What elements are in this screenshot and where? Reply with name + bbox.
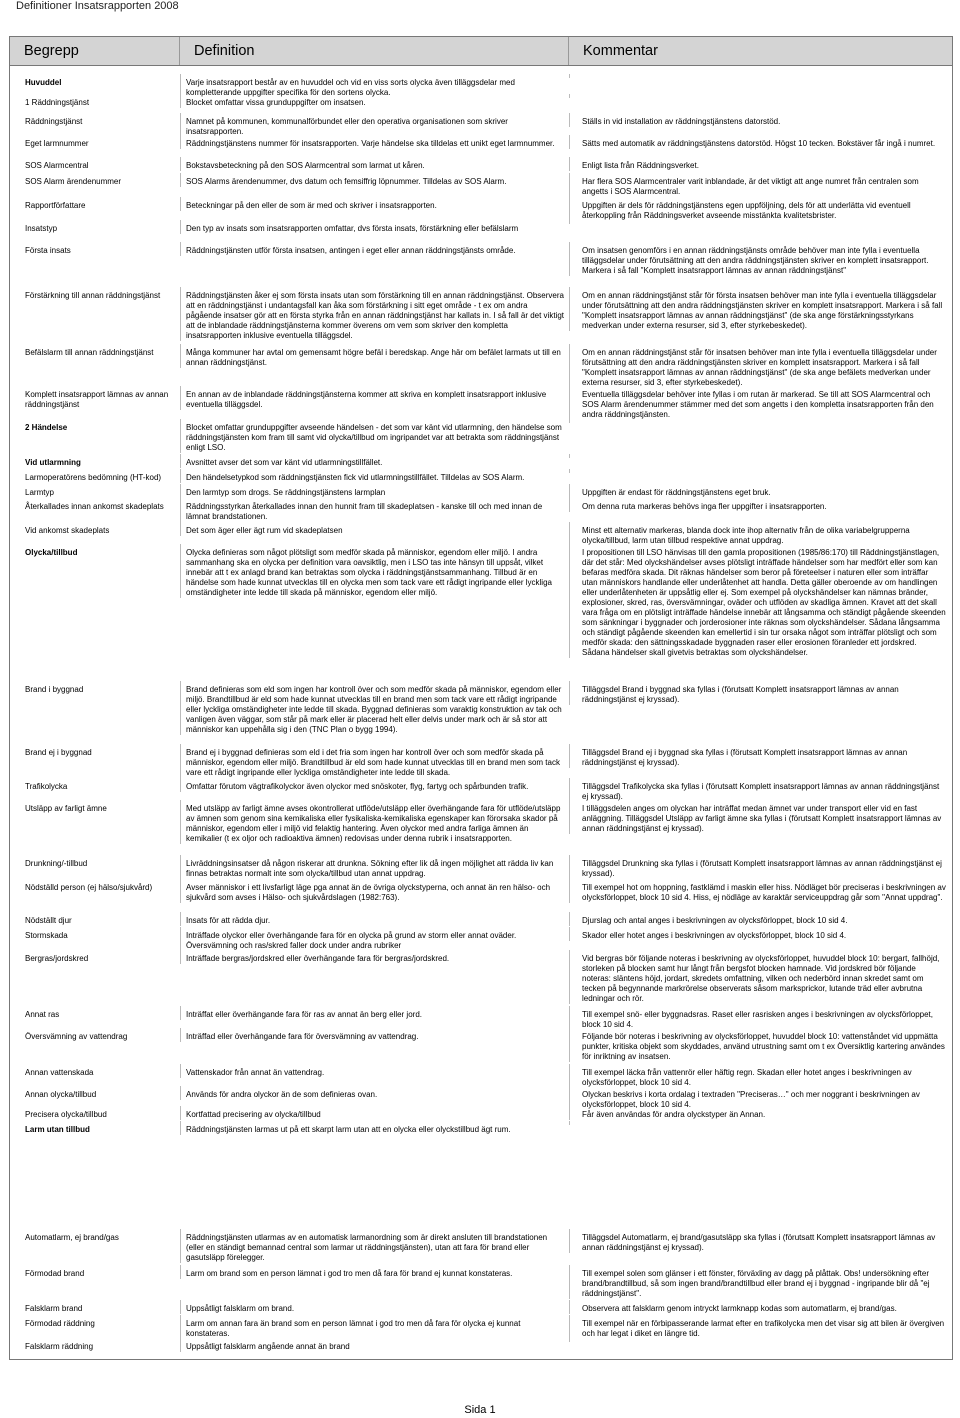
header-definition: Definition	[180, 37, 569, 65]
term-cell: Huvuddel	[25, 78, 62, 87]
table-row	[10, 344, 952, 386]
term-cell: Precisera olycka/tillbud	[25, 1110, 107, 1119]
document-title: Definitioner Insatsrapporten 2008	[16, 0, 179, 12]
comment-cell: Enligt lista från Räddningsverket.	[569, 157, 952, 171]
table-row	[10, 135, 952, 157]
definition-cell: Insats för att rädda djur.	[180, 912, 569, 926]
header-term: Begrepp	[10, 37, 180, 65]
definition-cell: Inträffad eller överhängande fara för översvämning av vattendrag.	[180, 1028, 569, 1042]
definition-cell: Med utsläpp av farligt ämne avses okontrollerat utflöde/utsläpp eller överhängande fara för utflöde/utsläpp av ämnen som genom sina kemikaliska eller fysikaliska-kemikaliska egenskaper kan förorsaka skador på människor, egendom eller i miljö vid felaktig hantering. Även olyckor med andra farliga ämnen än kemikalier (t ex oljor och radioaktiva ämnen) redovisas under denna rubrik i insatsrapporten.	[180, 800, 569, 844]
comment-cell: Till exempel läcka från vattenrör eller häftig regn. Skadan eller hotet anges i beskrivningen av olycksförloppet, block 10 sid 4.	[569, 1064, 952, 1088]
definition-cell: Kortfattad precisering av olycka/tillbud	[180, 1106, 569, 1120]
table-row	[10, 197, 952, 220]
table-row	[10, 912, 952, 927]
comment-cell	[569, 94, 952, 98]
table-row	[10, 1064, 952, 1086]
table-row	[10, 1028, 952, 1064]
table-row	[10, 1265, 952, 1300]
comment-cell	[569, 469, 952, 473]
comment-cell: Tilläggsdel Trafikolycka ska fyllas i (förutsatt Komplett insatsrapport lämnas av annan räddningstjänst ej kryssad).	[569, 778, 952, 802]
term-cell: Falsklarm räddning	[25, 1342, 94, 1351]
definition-cell: Räddningstjänsten åker ej som första insats utan som förstärkning till en annan räddningstjänst. Observera att en räddningstjänst i undantagsfall kan åka som förstärkning i sitt eget område - t ex om andra pågående insatser gör att en första styrka från en annan räddningstjänst har kallats in. I så fall är det viktigt att de inblandade räddningstjänsterna kommer överens om vem som skriver den kompletta insatsrapporten inklusive eventuella tilläggsdel.	[180, 287, 569, 341]
definition-cell: Beteckningar på den eller de som är med och skriver i insatsrapporten.	[180, 197, 569, 211]
table-row	[10, 879, 952, 912]
term-cell: Förmodad brand	[25, 1269, 85, 1278]
comment-cell: Till exempel hot om hoppning, fastklämd i maskin eller hiss. Nödläget bör preciseras i beskrivningen av olycksförloppet, block 10 sid 4. Hiss, ej nödläge av karaktär serviceuppdrag går som "Annat uppdrag".	[569, 879, 952, 903]
definition-cell: Larm om annan fara än brand som en person lämnat i god tro men då fara för olycka ej kunnat konstateras.	[180, 1315, 569, 1339]
comment-cell: Sätts med automatik av räddningstjänstens datorstöd. Högst 10 tecken. Bokstäver får ingå i numret.	[569, 135, 952, 149]
comment-cell: I tilläggsdelen anges om olyckan har inträffat medan ämnet var under transport eller vid en fast anläggning. Tilläggsdel Utsläpp av farligt ämne ska fyllas i (förutsatt Komplett insatsrapport lämnas av annan räddningstjänst ej kryssad).	[569, 800, 952, 834]
definition-cell: Många kommuner har avtal om gemensamt högre befäl i beredskap. Ange här om befälet larmats ut till en annan räddningstjänst.	[180, 344, 569, 368]
term-cell: Falsklarm brand	[25, 1304, 83, 1313]
definition-cell: Används för andra olyckor än de som definieras ovan.	[180, 1086, 569, 1100]
table-row	[10, 113, 952, 135]
comment-cell: Om denna ruta markeras behövs inga fler uppgifter i insatsrapporten.	[569, 498, 952, 512]
term-cell: Bergras/jordskred	[25, 954, 89, 963]
term-cell: Befälslarm till annan räddningstjänst	[25, 348, 154, 357]
comment-cell: Om insatsen genomförs i en annan räddningstjänsts område behöver man inte fylla i eventuella tilläggsdelar under förutsättning att den andra räddningstjänsten skriver en komplett insatsrapport. Markera i så fall "Komplett insatsrapport lämnas av annan räddningstjänst"	[569, 242, 952, 276]
term-cell: Förmodad räddning	[25, 1319, 95, 1328]
table-row	[10, 800, 952, 855]
definition-cell: Den larmtyp som drogs. Se räddningstjänstens larmplan	[180, 484, 569, 498]
term-cell: Komplett insatsrapport lämnas av annan räddningstjänst	[25, 390, 169, 409]
comment-cell: Tilläggsdel Drunkning ska fyllas i (förutsatt Komplett insatsrapport lämnas av annan räddningstjänst ej kryssad).	[569, 855, 952, 879]
term-cell: Översvämning av vattendrag	[25, 1032, 128, 1041]
term-cell: Nödställt djur	[25, 916, 72, 925]
term-cell: Insatstyp	[25, 224, 58, 233]
comment-cell: Eventuella tilläggsdelar behöver inte fyllas i om rutan är markerad. Se till att SOS Alarmcentral och SOS Alarm ärendenummer stämmer med det som angetts i den kompletta insatsrapporten från den andra räddningstjänsten.	[569, 386, 952, 420]
term-cell: Automatlarm, ej brand/gas	[25, 1233, 119, 1242]
definition-cell: Räddningstjänstens nummer för insatsrapporten. Varje händelse ska tilldelas ett unikt eget larmnummer.	[180, 135, 569, 149]
definition-cell: Blocket omfattar grunduppgifter avseende händelsen - det som var känt vid utlarmning, den händelse som räddningstjänsten kom fram till samt vid olycka/tillbud om ingripandet var att betrakta som räddningstjänst enligt LSO.	[180, 419, 569, 453]
definition-cell: Bokstavsbeteckning på den SOS Alarmcentral som larmat ut kåren.	[180, 157, 569, 171]
comment-cell: Följande bör noteras i beskrivning av olycksförloppet, huvuddel block 10: vattenståndet vid uppmätta punkter, kritiska objekt som skyddades, använd utrustning samt om t ex Översiktlig kartering användes för inriktning av insatsen.	[569, 1028, 952, 1062]
term-cell: Rapportförfattare	[25, 201, 86, 210]
term-cell: 2 Händelse	[25, 423, 68, 432]
comment-cell	[569, 454, 952, 458]
term-cell: Larmtyp	[25, 488, 54, 497]
term-cell: Olycka/tillbud	[25, 548, 78, 557]
term-cell: Stormskada	[25, 931, 68, 940]
comment-cell: Ställs in vid installation av räddningstjänstens datorstöd.	[569, 113, 952, 127]
definition-cell: Räddningstjänsten larmas ut på ett skarpt larm utan att en olycka eller olyckstillbud ägt rum.	[180, 1121, 569, 1135]
definition-cell: Olycka definieras som något plötsligt som medför skada på människor, egendom eller miljö. I andra sammanhang ska en olycka per definition vara oavsiktlig, men i LSO tas inte hänsyn till uppsåt, vilket innebär att t ex anlagd brand kan betraktas som olycka i räddningstjänstsammanhang. Tillbud är en händelse som hade kunnat utvecklas till en olycka men som tack vare ett rådigt ingripande eller lyckliga omständigheter inte ledde till skada på människor, egendom eller miljö.	[180, 544, 569, 598]
comment-cell: Djurslag och antal anges i beskrivningen av olycksförloppet, block 10 sid 4.	[569, 912, 952, 926]
comment-cell: Olyckan beskrivs i korta ordalag i textraden "Preciseras…" och mer noggrant i beskrivningen av olycksförloppet, block 10 sid 4.	[569, 1086, 952, 1110]
comment-cell: Till exempel när en förbipasserande larmat efter en trafikolycka men det visar sig att bilen är övergiven och har legat i diket en längre tid.	[569, 1315, 952, 1339]
definition-cell: Omfattar förutom vägtrafikolyckor även olyckor med snöskoter, flyg, fartyg och spårbunden trafik.	[180, 778, 569, 792]
comment-cell: Har flera SOS Alarmcentraler varit inblandade, är det viktigt att ange numret från centralen som angetts i SOS Alarmcentral.	[569, 173, 952, 197]
table-row	[10, 1086, 952, 1109]
term-cell: Räddningstjänst	[25, 117, 83, 126]
definition-cell: Det som äger eller ägt rum vid skadeplatsen	[180, 522, 569, 536]
comment-cell	[569, 419, 952, 423]
table-row	[10, 1121, 952, 1229]
table-header	[10, 37, 952, 66]
comment-cell: Får även användas för andra olyckstyper än Annan.	[569, 1106, 952, 1120]
table-row	[10, 220, 952, 242]
definition-cell: Blocket omfattar vissa grunduppgifter om insatsen.	[180, 94, 569, 108]
table-row	[10, 1229, 952, 1265]
term-cell: Larm utan tillbud	[25, 1125, 90, 1134]
table-row	[10, 544, 952, 681]
comment-cell	[569, 1338, 952, 1342]
table-row	[10, 778, 952, 800]
comment-cell: Tilläggsdel Brand i byggnad ska fyllas i (förutsatt Komplett insatsrapport lämnas av annan räddningstjänst ej kryssad).	[569, 681, 952, 705]
comment-cell	[569, 1121, 952, 1125]
table-row	[10, 173, 952, 197]
definition-cell: Brand ej i byggnad definieras som eld i det fria som ingen har kontroll över och som medför skada på människor, egendom eller miljö. Brandtillbud är eld som hade kunnat utvecklas till en brand men som tack vare ett rådigt ingripande eller lyckliga omständigheter inte ledde till skada.	[180, 744, 569, 778]
definition-cell: Den typ av insats som insatsrapporten omfattar, dvs första insats, förstärkning eller befälslarm	[180, 220, 569, 234]
page-number: Sida 1	[464, 1404, 496, 1416]
term-cell: Drunkning/-tillbud	[25, 859, 88, 868]
header-comment: Kommentar	[583, 43, 658, 59]
table-row	[10, 287, 952, 344]
comment-cell: Till exempel snö- eller byggnadsras. Raset eller rasrisken anges i beskrivningen av olycksförloppet, block 10 sid 4.	[569, 1006, 952, 1030]
table-row	[10, 522, 952, 544]
term-cell: 1 Räddningstjänst	[25, 98, 90, 107]
definition-cell: Inträffade olyckor eller överhängande fara för en olycka på grund av storm eller annat oväder. Översvämning och ras/skred faller dock under andra rubriker	[180, 927, 569, 951]
table-row	[10, 484, 952, 498]
term-cell: Återkallades innan ankomst skadeplats	[25, 502, 164, 511]
table-row	[10, 157, 952, 173]
definition-cell: Larm om brand som en person lämnat i god tro men då fara för brand ej kunnat konstateras.	[180, 1265, 569, 1279]
definition-cell: SOS Alarms ärendenummer, dvs datum och femsiffrig löpnummer. Tilldelas av SOS Alarm.	[180, 173, 569, 187]
table-row	[10, 681, 952, 744]
term-cell: SOS Alarmcentral	[25, 161, 89, 170]
definition-cell: Vattenskador från annat än vattendrag.	[180, 1064, 569, 1078]
definitions-table	[9, 36, 953, 1360]
definition-cell: Räddningsstyrkan återkallades innan den hunnit fram till skadeplatsen - kanske till och med innan de lämnat brandstationen.	[180, 498, 569, 522]
definition-cell: Räddningstjänsten utför första insatsen, antingen i eget eller annan räddningstjänsts område.	[180, 242, 569, 256]
comment-cell	[569, 74, 952, 78]
definition-cell: Den händelsetypkod som räddningstjänsten fick vid utlarmningstillfället. Tilldelas av SOS Alarm.	[180, 469, 569, 483]
table-row	[10, 498, 952, 522]
definition-cell: Avsnittet avser det som var känt vid utlarmningstillfället.	[180, 454, 569, 468]
table-row	[10, 386, 952, 419]
term-cell: Förstärkning till annan räddningstjänst	[25, 291, 161, 300]
comment-cell: Om en annan räddningstjänst står för första insatsen behöver man inte fylla i eventuella tilläggsdelar under förutsättning att den andra räddningstjänsten skriver en komplett insatsrapport. Markera i så fall "Komplett insatsrapport lämnas av annan räddningstjänst" (de ska ange förstärkningsstyrkans medverkan under externa resurser, sid 3, efter styrkebeskedet).	[569, 287, 952, 331]
term-cell: SOS Alarm ärendenummer	[25, 177, 122, 186]
comment-cell: Om en annan räddningstjänst står för insatsen behöver man inte fylla i eventuella tilläggsdelar under förutsättning att den andra räddningstjänsten skriver en komplett insatsrapport. Markera i så fall "Komplett insatsrapport lämnas av annan räddningstjänst" (de ska ange befälets medverkan under externa resurser, sid 3, efter styrkebeskedet).	[569, 344, 952, 388]
definition-cell: Varje insatsrapport består av en huvuddel och vid en viss sorts olycka även tilläggsdelar med kompletterande uppgifter specifika för den sortens olycka.	[180, 74, 569, 98]
definition-cell: Uppsåtligt falsklarm angående annat än brand	[180, 1338, 569, 1352]
table-row	[10, 419, 952, 454]
comment-cell: Minst ett alternativ markeras, blanda dock inte ihop alternativ från de olika variabelgrupperna olycka/tillbud, larm utan tillbud respektive annat uppdrag.	[569, 522, 952, 546]
table-row	[10, 1300, 952, 1315]
definition-cell: Uppsåtligt falsklarm om brand.	[180, 1300, 569, 1314]
comment-cell	[569, 220, 952, 224]
comment-cell: I propositionen till LSO hänvisas till den gamla propositionen (1985/86:170) till Räddningstjänstlagen, där det står: Med olyckshändelser avses plötsligt inträffade händelser som har medfört eller som kan befaras medföra skada. Dit räknas händelser som beror på företeelser i naturen eller som inträffar utan människors handlande eller underlåtenhet att handla. Detta gäller oberoende av om handlingen eller underlåtenheten är uppsåtlig eller ej. Som exempel på olyckshändelser kan nämnas bränder, explosioner, skred, ras, översvämningar, oväder och utflöden av skadliga ämnen. Kravet att det skall vara fråga om en plötsligt inträffade händelse innebär att långsamma och ständigt pågående skeenden som sänkningar i byggnader och jorderosioner inte räknas som olyckshändelser. Sådana långsamma och ständigt pågående skeenden kan emellertid i sin tur orsaka något som inträffar plötsligt och som medför skada: den sättningsskadade byggnaden raser eller erosionen föranleder ett jordskred. Sådana händelser skall givetvis betraktas som olyckshändelser.	[569, 544, 952, 658]
definition-cell: Brand definieras som eld som ingen har kontroll över och som medför skada på människor, egendom eller miljö. Brandtillbud är eld som hade kunnat utvecklas till en brand men som tack vare ett rådigt ingripande eller lyckliga omständigheter inte ledde till skada. Byggnad definieras som varaktig konstruktion av tak och vanligen även väggar, som står på mark eller är placerad helt eller delvis under mark och är så stor att människor kan uppehålla sig i den (TNC Plan o bygg 1994).	[180, 681, 569, 735]
term-cell: Brand i byggnad	[25, 685, 84, 694]
term-cell: Annan vattenskada	[25, 1068, 94, 1077]
comment-cell: Observera att falsklarm genom intryckt larmknapp kodas som automatlarm, ej brand/gas.	[569, 1300, 952, 1314]
term-cell: Annan olycka/tillbud	[25, 1090, 97, 1099]
comment-cell: Tilläggsdel Automatlarm, ej brand/gasutsläpp ska fyllas i (förutsatt Komplett insatsrapport lämnas av annan räddningstjänst ej kryssad).	[569, 1229, 952, 1253]
table-row	[10, 454, 952, 469]
definition-cell: Inträffade bergras/jordskred eller överhängande fara för bergras/jordskred.	[180, 950, 569, 964]
table-row	[10, 1315, 952, 1338]
definition-cell: En annan av de inblandade räddningstjänsterna kommer att skriva en komplett insatsrapport inklusive eventuella tilläggsdel.	[180, 386, 569, 410]
table-row	[10, 94, 952, 113]
term-cell: Brand ej i byggnad	[25, 748, 92, 757]
table-row	[10, 1338, 952, 1353]
table-row	[10, 1006, 952, 1028]
table-row	[10, 242, 952, 287]
term-cell: Första insats	[25, 246, 71, 255]
definition-cell: Inträffat eller överhängande fara för ras av annat än berg eller jord.	[180, 1006, 569, 1020]
comment-cell: Uppgiften är endast för räddningstjänstens eget bruk.	[569, 484, 952, 498]
table-row	[10, 744, 952, 778]
table-row	[10, 855, 952, 879]
definition-cell: Livräddningsinsatser då någon riskerar att drunkna. Sökning efter lik då ingen möjlighet att rädda liv kan finnas betraktas normalt inte som olycka/tillbud utan annat uppdrag.	[180, 855, 569, 879]
table-body	[10, 66, 952, 1353]
term-cell: Nödställd person (ej hälso/sjukvård)	[25, 883, 153, 892]
table-row	[10, 1106, 952, 1121]
comment-cell: Skador eller hotet anges i beskrivningen av olycksförloppet, block 10 sid 4.	[569, 927, 952, 941]
term-cell: Trafikolycka	[25, 782, 68, 791]
term-cell: Vid utlarmning	[25, 458, 81, 467]
definition-cell: Namnet på kommunen, kommunalförbundet eller den operativa organisationen som skriver insatsrapporten.	[180, 113, 569, 137]
table-row	[10, 950, 952, 1006]
table-row	[10, 927, 952, 950]
term-cell: Larmoperatörens bedömning (HT-kod)	[25, 473, 162, 482]
definition-cell: Räddningstjänsten utlarmas av en automatisk larmanordning som är direkt ansluten till brandstationen (eller en ständigt bemannad central som larmar ut räddningstjänsten), utan att fara för brand eller gasutsläpp förelegger.	[180, 1229, 569, 1263]
definition-cell: Avser människor i ett livsfarligt läge pga annat än de övriga olyckstyperna, och annat än ren hälso- och sjukvård som avses i Hälso- och sjukvårdslagen (1982:763).	[180, 879, 569, 903]
comment-cell: Tilläggsdel Brand ej i byggnad ska fyllas i (förutsatt Komplett insatsrapport lämnas av annan räddningstjänst ej kryssad).	[569, 744, 952, 768]
term-cell: Vid ankomst skadeplats	[25, 526, 110, 535]
table-row	[10, 66, 952, 97]
term-cell: Annat ras	[25, 1010, 60, 1019]
table-row	[10, 469, 952, 484]
comment-cell: Till exempel solen som glänser i ett fönster, förväxling av dagg på plåttak. Obs! undersökning efter brand/brandtillbud, så som ingen brand/brandtillbud eller brand ej i byggnad - ingripande blir då "ej räddningstjänst".	[569, 1265, 952, 1299]
term-cell: Utsläpp av farligt ämne	[25, 804, 107, 813]
term-cell: Eget larmnummer	[25, 139, 89, 148]
comment-cell: Uppgiften är dels för räddningstjänstens egen uppföljning, dels för att underlätta vid eventuell återkoppling från Räddningsverket avseende misstänkta kvalitetsbrister.	[569, 197, 952, 221]
comment-cell: Vid bergras bör följande noteras i beskrivning av olycksförloppet, huvuddel block 10: bergart, fallhöjd, storleken på blocken samt hur långt från bergsfot blocken hamnade. Vid jordskred bör följande noteras: släntens höjd, jordart, skredets omfattning, vilken och nederbörd innan skredet samt om tecken på begynnande markrörelse observerats såsom marksprickor, lutande träd eller avbrutna ledningar och rör.	[569, 950, 952, 1004]
